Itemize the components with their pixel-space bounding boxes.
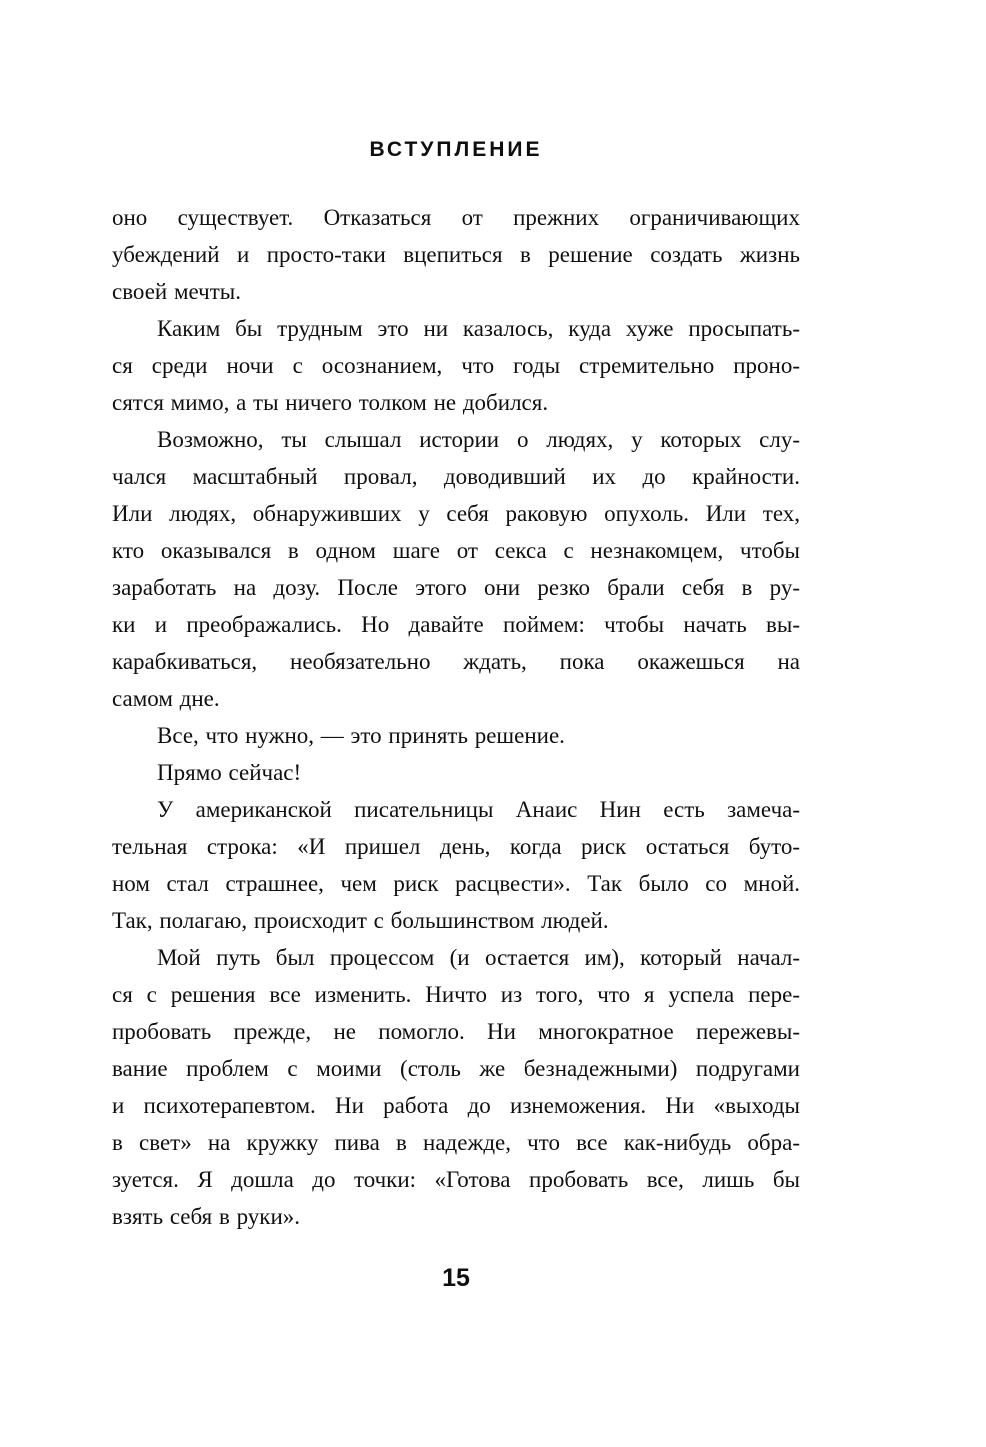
text-line: Все, что нужно, — это принять решение. xyxy=(157,723,565,748)
page-number: 15 xyxy=(442,1264,470,1292)
text-line: в свет» на кружку пива в надежде, что все как-нибудь обра- xyxy=(112,1130,800,1155)
text-line: Мой путь был процессом (и остается им), который начал- xyxy=(157,945,800,970)
text-line: Или людях, обнаруживших у себя раковую опухоль. Или тех, xyxy=(112,501,800,526)
text-line: У американской писательницы Анаис Нин есть замеча- xyxy=(157,797,800,822)
text-line: ся с решения все изменить. Ничто из того, что я успела пере- xyxy=(112,982,800,1007)
text-line: Так, полагаю, происходит с большинством людей. xyxy=(112,908,609,933)
text-line: вание проблем с моими (столь же безнадежными) подругами xyxy=(112,1056,800,1081)
text-line: кто оказывался в одном шаге от секса с незнакомцем, чтобы xyxy=(112,538,800,563)
text-line: заработать на дозу. После этого они резко брали себя в ру- xyxy=(112,575,800,600)
text-line: своей мечты. xyxy=(112,279,241,304)
text-line: убеждений и просто-таки вцепиться в решение создать жизнь xyxy=(112,242,800,267)
text-line: пробовать прежде, не помогло. Ни многократное пережевы- xyxy=(112,1019,800,1044)
body-text xyxy=(112,199,800,1235)
paragraph xyxy=(112,754,800,791)
text-line: Прямо сейчас! xyxy=(157,760,302,785)
paragraph xyxy=(112,199,800,310)
text-line: оно существует. Отказаться от прежних ограничивающих xyxy=(112,205,800,230)
text-line: Каким бы трудным это ни казалось, куда хуже просыпать- xyxy=(157,316,800,341)
text-line: тельная строка: «И пришел день, когда риск остаться буто- xyxy=(112,834,800,859)
paragraph xyxy=(112,717,800,754)
text-line: и психотерапевтом. Ни работа до изнеможения. Ни «выходы xyxy=(112,1093,800,1118)
text-line: Возможно, ты слышал истории о людях, у которых слу- xyxy=(157,427,800,452)
paragraph xyxy=(112,421,800,717)
text-line: ки и преображались. Но давайте поймем: чтобы начать вы- xyxy=(112,612,800,637)
text-line: ся среди ночи с осознанием, что годы стремительно проно- xyxy=(112,353,800,378)
text-line: зуется. Я дошла до точки: «Готова пробовать все, лишь бы xyxy=(112,1167,800,1192)
text-line: взять себя в руки». xyxy=(112,1204,301,1229)
paragraph xyxy=(112,791,800,939)
paragraph xyxy=(112,310,800,421)
chapter-header: ВСТУПЛЕНИЕ xyxy=(369,138,543,161)
paragraph xyxy=(112,939,800,1235)
text-line: чался масштабный провал, доводивший их до крайности. xyxy=(112,464,800,489)
text-line: сятся мимо, а ты ничего толком не добился. xyxy=(112,390,549,415)
text-line: карабкиваться, необязательно ждать, пока окажешься на xyxy=(112,649,800,674)
text-line: самом дне. xyxy=(112,686,220,711)
text-line: ном стал страшнее, чем риск расцвести». Так было со мной. xyxy=(112,871,800,896)
